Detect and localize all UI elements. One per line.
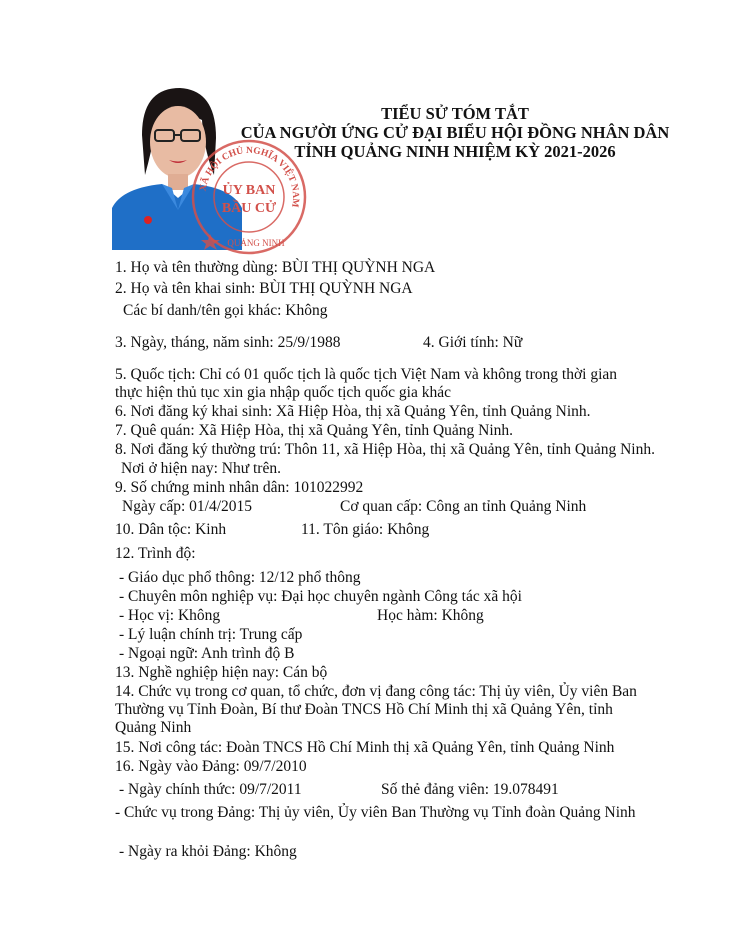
date-of-birth: 3. Ngày, tháng, năm sinh: 25/9/1988	[115, 334, 341, 351]
academic-degree: - Học vị: Không	[119, 607, 221, 624]
document-title: TIỂU SỬ TÓM TẮT	[381, 104, 529, 123]
id-issue-date: Ngày cấp: 01/4/2015	[122, 498, 253, 515]
permanent-residence: 8. Nơi đăng ký thường trú: Thôn 11, xã Hiệp Hòa, thị xã Quảng Yên, tỉnh Quảng Ninh.	[115, 441, 655, 458]
svg-text:ỦY BAN: ỦY BAN	[222, 183, 276, 198]
party-position: - Chức vụ trong Đảng: Thị ủy viên, Ủy viên Ban Thường vụ Tỉnh đoàn Quảng Ninh	[115, 804, 636, 821]
general-education: - Giáo dục phổ thông: 12/12 phổ thông	[119, 569, 361, 586]
aliases: Các bí danh/tên gọi khác: Không	[123, 302, 328, 319]
party-official-date: - Ngày chính thức: 09/7/2011	[119, 781, 302, 798]
party-leave-date: - Ngày ra khỏi Đảng: Không	[119, 843, 297, 860]
professional-qualification: - Chuyên môn nghiệp vụ: Đại học chuyên ngành Công tác xã hội	[119, 588, 522, 605]
svg-text:XÃ HỘI CHỦ NGHĨA VIỆT NAM: XÃ HỘI CHỦ NGHĨA VIỆT NAM	[198, 145, 301, 208]
svg-text:QUẢNG NINH: QUẢNG NINH	[227, 238, 285, 248]
birth-registration: 6. Nơi đăng ký khai sinh: Xã Hiệp Hòa, thị xã Quảng Yên, tỉnh Quảng Ninh.	[115, 403, 591, 420]
party-card-number: Số thẻ đảng viên: 19.078491	[381, 781, 559, 798]
nationality: 5. Quốc tịch: Chỉ có 01 quốc tịch là quốc tịch Việt Nam và không trong thời gian thực hiện thủ tục xin gia nhập quốc tịch quốc gia khác	[115, 366, 618, 401]
party-join-date: 16. Ngày vào Đảng: 09/7/2010	[115, 758, 307, 775]
common-name: 1. Họ và tên thường dùng: BÙI THỊ QUỲNH NGA	[115, 259, 436, 276]
political-theory: - Lý luận chính trị: Trung cấp	[119, 626, 303, 643]
position: 14. Chức vụ trong cơ quan, tổ chức, đơn vị đang công tác: Thị ủy viên, Ủy viên Ban Thường vụ Tỉnh Đoàn, Bí thư Đoàn TNCS Hồ Chí Minh thị xã Quảng Yên, tỉnh Quảng Ninh	[115, 683, 637, 736]
id-issuer: Cơ quan cấp: Công an tỉnh Quảng Ninh	[340, 498, 587, 515]
current-residence: Nơi ở hiện nay: Như trên.	[121, 460, 281, 477]
id-number: 9. Số chứng minh nhân dân: 101022992	[115, 479, 364, 496]
occupation: 13. Nghề nghiệp hiện nay: Cán bộ	[115, 664, 328, 681]
birth-name: 2. Họ và tên khai sinh: BÙI THỊ QUỲNH NGA	[115, 280, 413, 297]
workplace: 15. Nơi công tác: Đoàn TNCS Hồ Chí Minh thị xã Quảng Yên, tỉnh Quảng Ninh	[115, 739, 615, 756]
religion: 11. Tôn giáo: Không	[301, 521, 430, 538]
hometown: 7. Quê quán: Xã Hiệp Hòa, thị xã Quảng Yên, tỉnh Quảng Ninh.	[115, 422, 514, 439]
document-subtitle-2: TỈNH QUẢNG NINH NHIỆM KỲ 2021-2026	[294, 142, 616, 161]
document-subtitle: CỦA NGƯỜI ỨNG CỬ ĐẠI BIỂU HỘI ĐỒNG NHÂN DÂN	[240, 123, 670, 142]
foreign-language: - Ngoại ngữ: Anh trình độ B	[119, 645, 295, 662]
gender: 4. Giới tính: Nữ	[423, 334, 523, 351]
education-heading: 12. Trình độ:	[115, 545, 196, 562]
svg-text:BẦU CỬ: BẦU CỬ	[221, 201, 277, 216]
ethnicity: 10. Dân tộc: Kinh	[115, 521, 227, 538]
academic-title: Học hàm: Không	[377, 607, 484, 624]
